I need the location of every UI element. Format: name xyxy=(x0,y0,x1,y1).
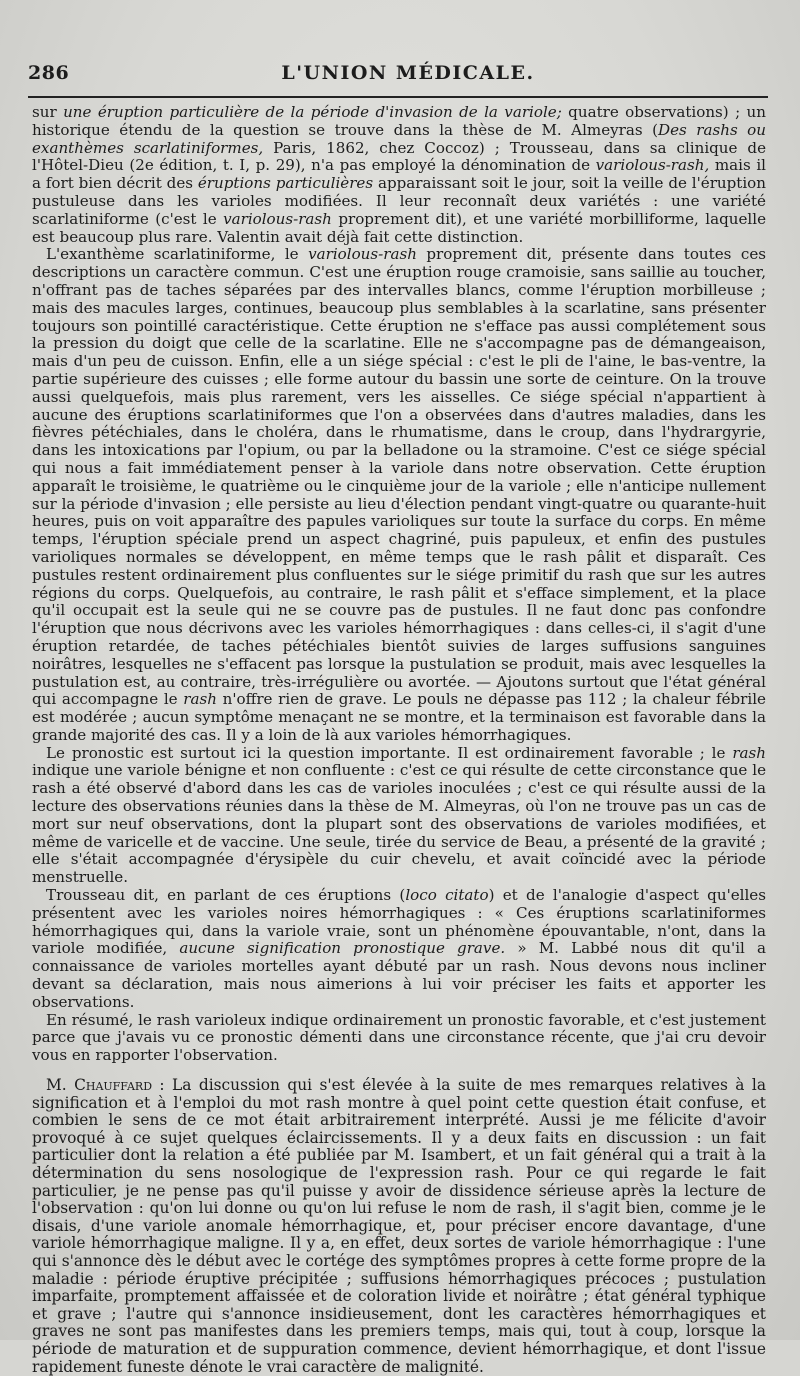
text-run: proprement dit, présente dans toutes ces descriptions un caractère commun. C'est une éruption rouge cramoisie, sans saillie au toucher, n'offrant pas de taches séparées par des intervalles blancs, comme l'éruption morbilleuse ; mais des macules larges, continues, beaucoup plus semblables à la scarlatine, sans présenter toujours son pointillé caractéristique. Cette éruption ne s'efface pas aussi complétement sous la pression du doigt que celle de la scarlatine. Elle ne s'accompagne pas de démangeaison, mais d'un peu de cuisson. Enfin, elle a un siége spécial : c'est le pli de l'aine, le bas-ventre, la partie supérieure des cuisses ; elle forme autour du bassin une sorte de ceinture. On la trouve aussi quelquefois, mais plus rarement, vers les aisselles. Ce siége spécial n'appartient à aucune des éruptions scarlatiniformes que l'on a observées dans d'autres maladies, dans les fièvres pétéchiales, dans le choléra, dans le rhumatisme, dans le croup, dans l'hydrargyrie, dans les intoxications par l'opium, ou par la belladone ou la stramoine. C'est ce siége spécial qui nous a fait immédiatement penser à la variole dans notre observation. Cette éruption apparaît le troisième, le quatrième ou le cinquième jour de la variole ; elle n'anticipe nullement sur la période d'invasion ; elle persiste au lieu d'élection pendant vingt-quatre ou quarante-huit heures, puis on voit apparaître des papules varioliques sur toute la surface du corps. En même temps, l'éruption spéciale prend un aspect chagriné, puis papuleux, et enfin des pustules varioliques normales se développent, en même temps que le rash pâlit et disparaît. Ces pustules restent ordinairement plus confluentes sur le siége primitif du rash que sur les autres régions du corps. Quelquefois, au contraire, le rash pâlit et s'efface simplement, et la place qu'il occupait est la seule qui ne se couvre pas de pustules. Il ne faut donc pas confondre l'éruption que nous décrivons avec les varioles hémorrhagiques : dans celles-ci, il s'agit d'une éruption retardée, de taches pétéchiales bientôt suivies de larges suffusions sanguines noirâtres, lesquelles ne s'effacent pas lorsque la pustulation se produit, mais avec lesquelles la pustulation est, au contraire, très-irrégulière ou avortée. — Ajoutons surtout que l'état général qui accompagne le xyxy=(32,245,766,709)
body-text xyxy=(32,104,766,1376)
paragraph xyxy=(32,104,766,246)
italic-text: aucune signification pronostique grave. xyxy=(179,939,506,958)
text-run: mais il a fort bien décrit des xyxy=(32,156,766,193)
text-run: apparaissant soit le jour, soit la veille de l'éruption pustuleuse dans les varioles modifiées. Il leur reconnaît deux variétés : une variété scarlatiniforme (c'est le xyxy=(32,174,766,228)
italic-text: une éruption particulière de la période d'invasion de la variole; xyxy=(63,103,562,121)
text-run: Trousseau dit, en parlant de ces éruptions ( xyxy=(46,886,406,905)
italic-text: rash xyxy=(183,690,217,709)
italic-text: variolous-rash xyxy=(223,209,332,228)
italic-text: Des rashs ou exanthèmes scarlatiniformes, xyxy=(32,120,766,157)
text-run: Le pronostic est surtout ici la question importante. Il est ordinairement favorable ; le xyxy=(46,743,733,762)
header-rule xyxy=(28,96,768,98)
speaker-text: La discussion qui s'est élevée à la suite de mes remarques relatives à la signification et à l'emploi du mot rash montre à quel point cette question était confuse, et combien le sens de ce mot était arbitrairement interprété. Aussi je me félicite d'avoir provoqué à ce sujet quelques éclaircissements. Il y a deux faits en discussion : un fait particulier dont la relation a été publiée par M. Isambert, et un fait général qui a trait à la détermination du sens nosologique de l'expression rash. Pour ce qui regarde le fait particulier, je ne pense pas qu'il puisse y avoir de dissidence sérieuse après la lecture de l'observation : qu'on lui donne ou qu'on lui refuse le nom de rash, il s'agit bien, comme je le disais, d'une variole anomale hémorrhagique, et, pour préciser encore davantage, d'une variole hémorrhagique maligne. Il y a, en effet, deux sortes de variole hémorrhagique : l'une qui s'annonce dès le début avec le cortége des symptômes propres à cette forme propre de la maladie : période éruptive précipitée ; suffusions hémorrhagiques précoces ; pustulation imparfaite, promptement affaissée et de coloration livide et noirâtre ; état général typhique et grave ; l'autre qui s'annonce insidieusement, dont les caractères hémorrhagiques et graves ne sont pas manifestes dans les premiers temps, mais qui, tout à coup, lorsque la période de maturation et de suppuration commence, devient hémorrhagique, et dont l'issue rapidement funeste dénote le vrai caractère de malignité. xyxy=(32,1076,766,1376)
text-run: L'exanthème scarlatiniforme, le xyxy=(46,245,309,264)
text-run: quatre observations) ; un historique étendu de la question se trouve dans la thèse de M. Almeyras ( xyxy=(32,103,766,139)
speaker-name: M. Chauffard : xyxy=(46,1076,165,1095)
text-run: » M. Labbé nous dit qu'il a connaissance de varioles mortelles ayant débuté par un rash. Nous devons nous incliner devant sa déclaration, mais nous aimerions à lui voir préciser les faits et apporter les observations. xyxy=(32,939,766,1011)
text-run: ) et de l'analogie d'aspect qu'elles présentent avec les varioles noires hémorrhagiques : « Ces éruptions scarlatiniformes hémorrhagiques qui, dans la variole vraie, sont un phénomène épouvantable, n'ont, dans la variole modifiée, xyxy=(32,886,766,958)
text-run: indique une variole bénigne et non confluente : c'est ce qui résulte de cette circonstance que le rash a été observé d'abord dans les cas de varioles inoculées ; c'est ce qui résulte aussi de la lecture des observations réunies dans la thèse de M. Almeyras, où l'on ne trouve pas un cas de mort sur neuf observations, dont la plupart sont des observations de varioles modifiées, et même de varicelle et de vaccine. Une seule, tirée du service de Beau, a présenté de la gravité ; elle s'était accompagnée d'érysipèle du cuir chevelu, et avait coïncidé avec la période menstruelle. xyxy=(32,761,766,887)
text-run: Paris, 1862, chez Coccoz) ; Trousseau, dans sa clinique de l'Hôtel-Dieu (2e édition, t. I, p. 29), n'a pas employé la dénomination de xyxy=(32,138,767,175)
running-title: L'UNION MÉDICALE. xyxy=(281,62,535,84)
italic-text: loco citato xyxy=(405,886,489,905)
page-number: 286 xyxy=(28,62,70,84)
page-header xyxy=(28,62,768,94)
text-run: n'offre rien de grave. Le pouls ne dépasse pas 112 ; la chaleur fébrile est modérée ; aucun symptôme menaçant ne se montre, et la terminaison est favorable dans la grande majorité des cas. Il y a loin de là aux varioles hémorrhagiques. xyxy=(32,690,766,744)
text-run: proprement dit), et une variété morbilliforme, laquelle est beaucoup plus rare. Valentin avait déjà fait cette distinction. xyxy=(32,209,766,246)
paragraph xyxy=(32,745,766,887)
italic-text: éruptions particulières xyxy=(197,174,374,193)
paragraph xyxy=(32,1012,766,1065)
italic-text: variolous-rash xyxy=(308,245,417,264)
italic-text: variolous-rash, xyxy=(595,156,710,175)
speaker-paragraph xyxy=(32,1077,766,1376)
text-run: En résumé, le rash varioleux indique ordinairement un pronostic favorable, et c'est justement parce que j'avais vu ce pronostic démenti dans une circonstance récente, que j'ai cru devoir vous en rapporter l'observation. xyxy=(32,1010,766,1065)
text-run: sur xyxy=(32,103,64,121)
italic-text: rash xyxy=(732,743,766,762)
paragraph xyxy=(32,887,766,1012)
paragraph xyxy=(32,246,766,744)
